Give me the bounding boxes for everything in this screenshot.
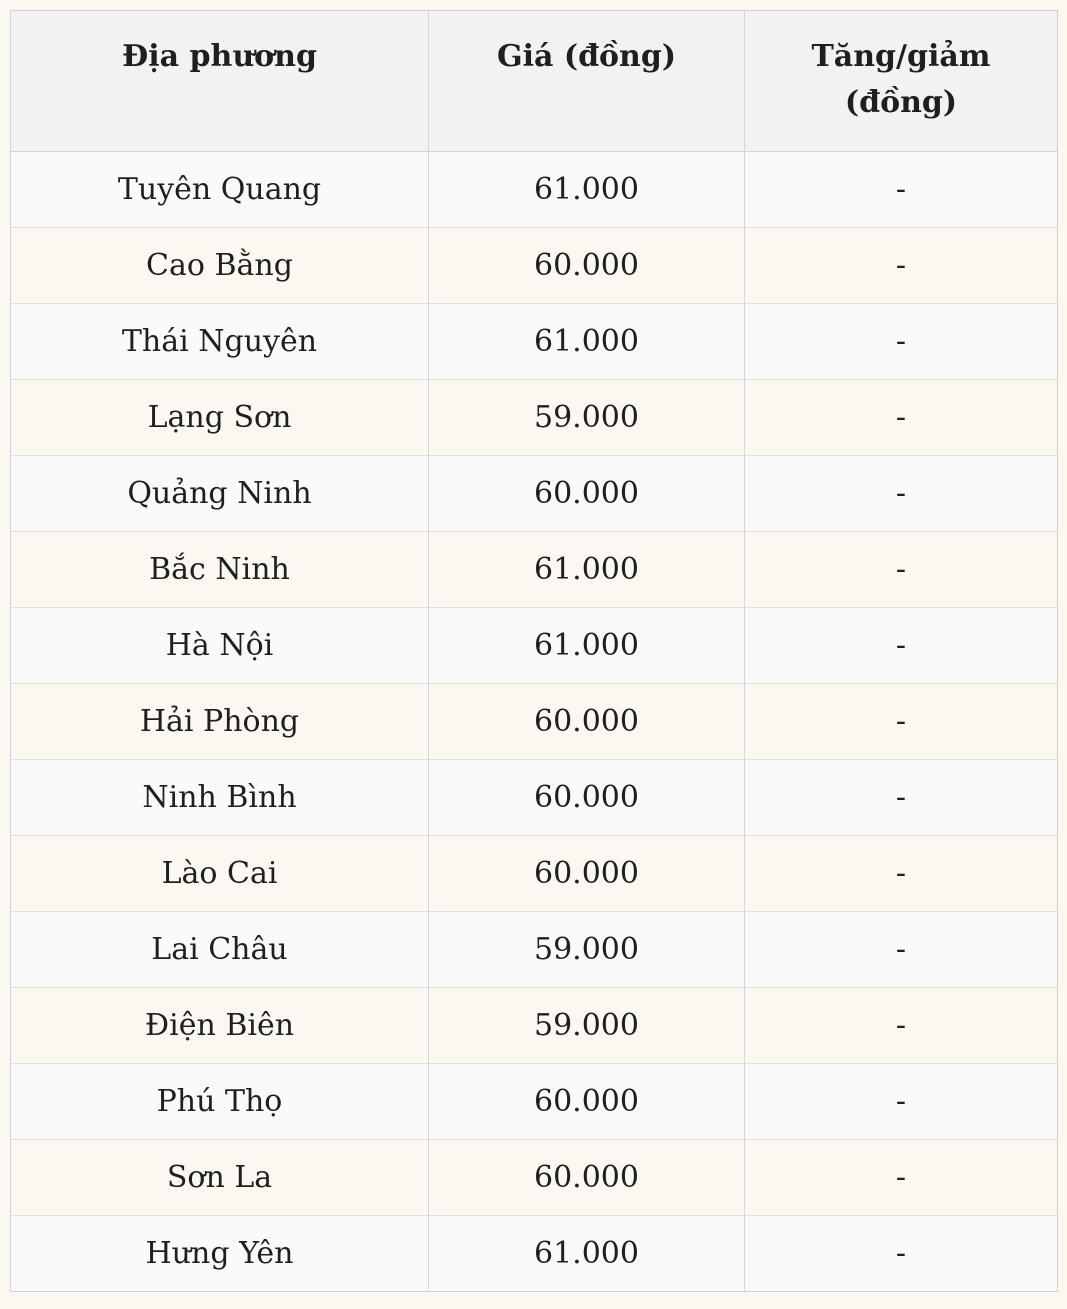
cell-price: 60.000 — [429, 228, 745, 304]
cell-price: 59.000 — [429, 912, 745, 988]
cell-change: - — [745, 912, 1058, 988]
cell-change: - — [745, 1140, 1058, 1216]
table-row — [11, 1064, 1058, 1140]
column-header-location: Địa phương — [11, 11, 429, 152]
cell-change: - — [745, 532, 1058, 608]
table-row — [11, 760, 1058, 836]
cell-location: Hải Phòng — [11, 684, 429, 760]
cell-change: - — [745, 836, 1058, 912]
cell-location: Thái Nguyên — [11, 304, 429, 380]
cell-location: Sơn La — [11, 1140, 429, 1216]
table-row — [11, 684, 1058, 760]
cell-location: Hưng Yên — [11, 1216, 429, 1292]
cell-price: 60.000 — [429, 456, 745, 532]
header-row — [11, 11, 1058, 152]
table-row — [11, 912, 1058, 988]
cell-price: 59.000 — [429, 988, 745, 1064]
column-header-change — [745, 11, 1058, 152]
cell-price: 61.000 — [429, 152, 745, 228]
table-row — [11, 608, 1058, 684]
cell-price: 60.000 — [429, 1140, 745, 1216]
price-table — [10, 10, 1058, 1292]
cell-change: - — [745, 456, 1058, 532]
cell-change: - — [745, 608, 1058, 684]
table-row — [11, 1216, 1058, 1292]
cell-change: - — [745, 152, 1058, 228]
table-header — [11, 11, 1058, 152]
cell-location: Quảng Ninh — [11, 456, 429, 532]
cell-location: Cao Bằng — [11, 228, 429, 304]
cell-change: - — [745, 304, 1058, 380]
cell-location: Lai Châu — [11, 912, 429, 988]
cell-price: 61.000 — [429, 304, 745, 380]
table-row — [11, 152, 1058, 228]
column-header-change-line1: Tăng/giảm — [811, 39, 991, 74]
table-row — [11, 228, 1058, 304]
cell-price: 61.000 — [429, 532, 745, 608]
cell-change: - — [745, 760, 1058, 836]
cell-location: Điện Biên — [11, 988, 429, 1064]
cell-price: 60.000 — [429, 836, 745, 912]
cell-change: - — [745, 988, 1058, 1064]
cell-price: 59.000 — [429, 380, 745, 456]
cell-location: Tuyên Quang — [11, 152, 429, 228]
cell-price: 60.000 — [429, 1064, 745, 1140]
table-body — [11, 152, 1058, 1292]
cell-location: Lạng Sơn — [11, 380, 429, 456]
table-row — [11, 1140, 1058, 1216]
table-row — [11, 532, 1058, 608]
cell-price: 61.000 — [429, 1216, 745, 1292]
cell-change: - — [745, 1064, 1058, 1140]
cell-location: Lào Cai — [11, 836, 429, 912]
cell-change: - — [745, 380, 1058, 456]
cell-price: 60.000 — [429, 760, 745, 836]
cell-location: Ninh Bình — [11, 760, 429, 836]
table-row — [11, 456, 1058, 532]
column-header-price: Giá (đồng) — [429, 11, 745, 152]
table-row — [11, 380, 1058, 456]
cell-location: Hà Nội — [11, 608, 429, 684]
table-row — [11, 304, 1058, 380]
cell-change: - — [745, 228, 1058, 304]
cell-location: Phú Thọ — [11, 1064, 429, 1140]
cell-price: 60.000 — [429, 684, 745, 760]
table-row — [11, 836, 1058, 912]
cell-location: Bắc Ninh — [11, 532, 429, 608]
cell-change: - — [745, 684, 1058, 760]
column-header-change-line2: (đồng) — [844, 85, 958, 120]
table-row — [11, 988, 1058, 1064]
cell-price: 61.000 — [429, 608, 745, 684]
cell-change: - — [745, 1216, 1058, 1292]
